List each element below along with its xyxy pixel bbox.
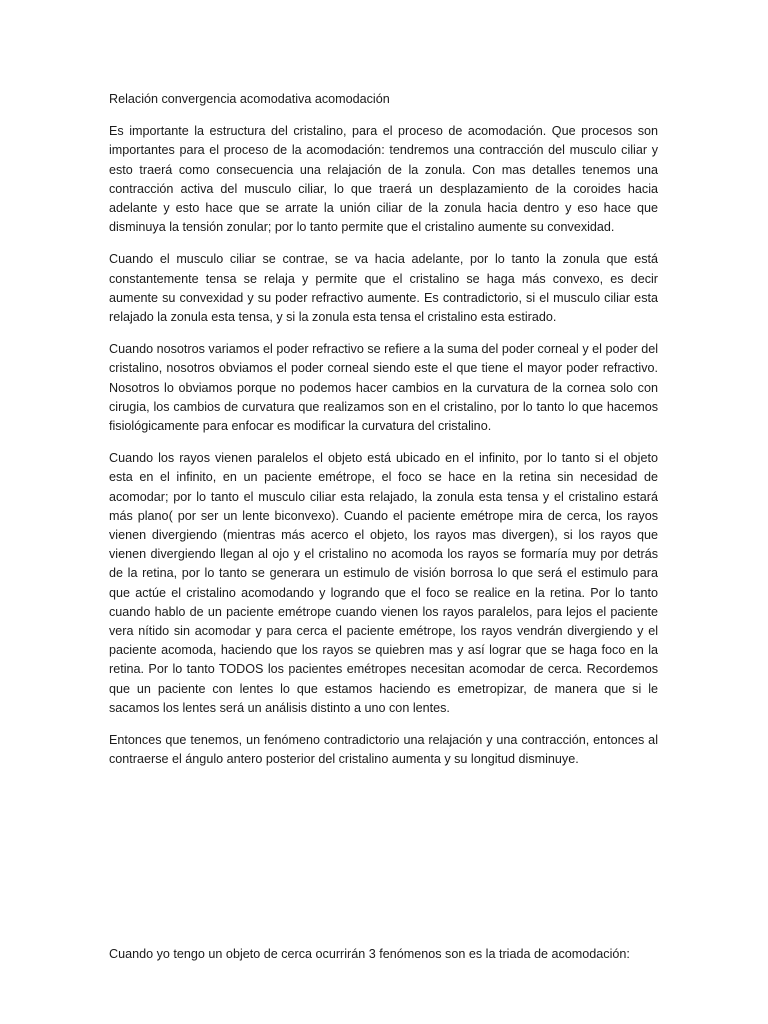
paragraph-4: Cuando los rayos vienen paralelos el objeto está ubicado en el infinito, por lo tanto si el objeto esta en el infinito, en un paciente emétrope, el foco se hace en la retina sin necesidad de acomodar; por lo tanto el musculo ciliar esta relajado, la zonula esta tensa y el cristalino estará más plano( por ser un lente biconvexo). Cuando el paciente emétrope mira de cerca, los rayos vienen divergiendo (mientras más acerco el objeto, los rayos mas divergen), si los rayos que vienen divergiendo llegan al ojo y el cristalino no acomoda los rayos se formaría muy por detrás de la retina, por lo tanto se generara un estimulo de visión borrosa lo que será el estimulo para que actúe el cristalino acomodando y logrando que el foco se realice en la retina. Por lo tanto cuando hablo de un paciente emétrope cuando vienen los rayos paralelos, para lejos el paciente vera nítido sin acomodar y para cerca el paciente emétrope, los rayos vendrán divergiendo y el paciente acomoda, haciendo que los rayos se quiebren mas y así lograr que se haga foco en la retina. Por lo tanto TODOS los pacientes emétropes necesitan acomodar de cerca. Recordemos que un paciente con lentes lo que estamos haciendo es emetropizar, de manera que si le sacamos los lentes será un análisis distinto a uno con lentes.: [109, 451, 658, 715]
document-title: Relación convergencia acomodativa acomodación: [109, 92, 390, 106]
final-line: Cuando yo tengo un objeto de cerca ocurrirán 3 fenómenos son es la triada de acomodación:: [109, 947, 630, 961]
paragraph-3: Cuando nosotros variamos el poder refractivo se refiere a la suma del poder corneal y el poder del cristalino, nosotros obviamos el poder corneal siendo este el que tiene el mayor poder refractivo. Nosotros lo obviamos porque no podemos hacer cambios en la curvatura de la cornea solo con cirugia, los cambios de curvatura que realizamos son en el cristalino, por lo tanto lo que hacemos fisiológicamente para enfocar es modificar la curvatura del cristalino.: [109, 342, 658, 434]
paragraph-2: Cuando el musculo ciliar se contrae, se va hacia adelante, por lo tanto la zonula que está constantemente tensa se relaja y permite que el cristalino se haga más convexo, es decir aumente su convexidad y su poder refractivo aumente. Es contradictorio, si el musculo ciliar esta relajado la zonula esta tensa, y si la zonula esta tensa el cristalino esta estirado.: [109, 252, 658, 325]
paragraph-5: Entonces que tenemos, un fenómeno contradictorio una relajación y una contracción, entonces al contraerse el ángulo antero posterior del cristalino aumenta y su longitud disminuye.: [109, 733, 658, 767]
paragraph-1: Es importante la estructura del cristalino, para el proceso de acomodación. Que procesos son importantes para el proceso de la acomodación: tendremos una contracción del musculo ciliar y esto traerá como consecuencia una relajación de la zonula. Con mas detalles tenemos una contracción activa del musculo ciliar, lo que traerá un desplazamiento de la coroides hacia adelante y esto hace que se arrate la unión ciliar de la zonula hacia dentro y eso hace que disminuya la tensión zonular; por lo tanto permite que el cristalino aumente su convexidad.: [109, 124, 658, 235]
document-body: [109, 90, 658, 783]
